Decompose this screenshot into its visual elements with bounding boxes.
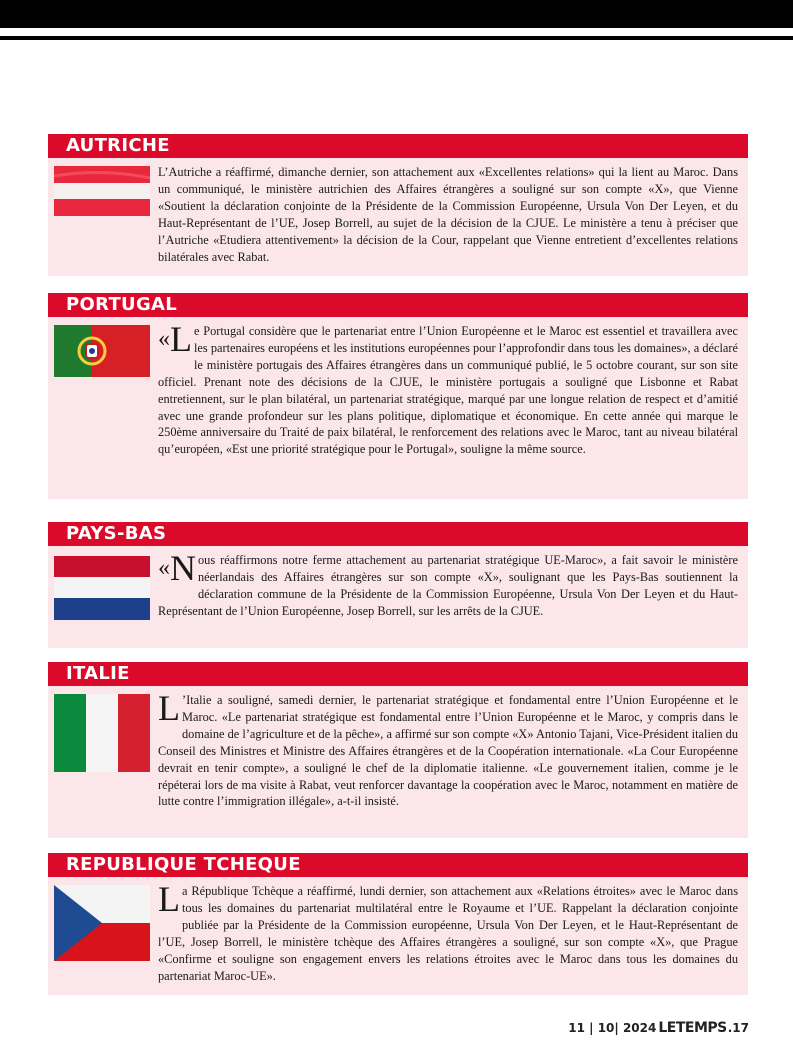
section-pays-bas (48, 522, 748, 648)
netherlands-flag-icon (54, 556, 150, 620)
section-autriche (48, 134, 748, 276)
section-text-block (158, 319, 738, 458)
le-temps-logo: LETEMPS (658, 1020, 727, 1036)
section-text: a République Tchèque a réaffirmé, lundi dernier, son attachement aux «Relations étroites» avec le Maroc dans tous les domaines du partenariat multilatéral entre le Royaume et l’UE. Rappelant la déclaration conjointe publiée par la Présidente de la Commission européenne, Ursula Von Der Leyen, et le Haut-Représentant de l’UE, Josep Borrell, le ministère tchèque des Affaires étrangères a souligné, sur son compte «X», que Prague «Confirme et souligne son engagement envers les relations étroites avec le Maroc dans tous les domaines du partenariat Maroc-UE». (158, 884, 738, 983)
italy-flag-icon (54, 694, 150, 772)
section-text: e Portugal considère que le partenariat entre l’Union Européenne et le Maroc est essentiel et travaillera avec les partenaires européens et les institutions européennes pour l’approfondir dans tous les domaines», a déclaré le ministère portugais des Affaires étrangères dans un communiqué publié, le 5 octobre courant, sur son site officiel. Prenant note des décisions de la CJUE, le ministère portugais a souligné que Lisbonne et Rabat entretiennent, sur le plan bilatéral, un partenariat stratégique, marqué par une longue relation de respect et d’amitié avec une grande profondeur sur les plans politique, diplomatique et économique. En cette année qui marque le 250ème anniversaire du Traité de paix bilatéral, le renforcement des relations avec le Maroc, tant au niveau bilatéral qu’européen, «Est une priorité stratégique pour le Portugal», souligne la même source. (158, 324, 738, 457)
section-italie (48, 662, 748, 838)
section-text: ous réaffirmons notre ferme attachement au partenariat stratégique UE-Maroc», a fait savoir le ministère néerlandais des Affaires étrangères sur son compte «X», soulignant que les Pays-Bas soutiennent la déclaration commune de la Présidente de la Commission Européenne, Ursula Von Der Leyen et du Haut-Représentant de l’Union Européenne, Josep Borrell, sur les arrêts de la CJUE. (158, 553, 738, 618)
section-text: L’Autriche a réaffirmé, dimanche dernier, son attachement aux «Excellentes relations» qui la lient au Maroc. Dans un communiqué, le ministère autrichien des Affaires étrangères a souligné sur son compte «X», que Vienne «Soutient la déclaration conjointe de la Présidente de la Commission Européenne, Ursula Von Der Leyen, et du Haut-Représentant de l’UE, Josep Borrell, au sujet de la décision de la CJUE. Le ministère a tenu à préciser que l’Autriche «Etudiera attentivement» la décision de la Cour, rappelant que Vienne entretient d’excellentes relations bilatérales avec Rabat. (158, 165, 738, 264)
section-title: PORTUGAL (48, 293, 748, 317)
section-text-block (158, 548, 738, 620)
footer-date: 11 | 10| 2024 (568, 1021, 657, 1035)
page-number: .17 (727, 1021, 749, 1035)
section-text-block (158, 879, 738, 984)
section-text: ’Italie a souligné, samedi dernier, le partenariat stratégique et fondamental entre l’Union Européenne et le Maroc. «Le partenariat stratégique est fondamental entre l’Union Européenne et le Maroc, y compris dans le domaine de l’agriculture et de la pêche», a affirmé sur son compte «X» Antonio Tajani, Vice-Président italien du Conseil des Ministres et Ministre des Affaires étrangères et de la Coopération internationale. «La Cour Européenne devrait en tenir compte», a souligné le chef de la diplomatie italienne. «Le gouvernement italien, comme je le répéterai lors de ma visite à Rabat, veut renforcer davantage la coopération avec le Maroc, notamment en matière de lutte contre l’immigration illégale», a-t-il insisté. (158, 693, 738, 809)
top-rule (0, 36, 793, 40)
section-title: PAYS-BAS (48, 522, 748, 546)
page-footer (568, 1020, 749, 1036)
section-portugal (48, 293, 748, 499)
section-title: ITALIE (48, 662, 748, 686)
dropcap: «L (158, 319, 192, 359)
section-title: AUTRICHE (48, 134, 748, 158)
portugal-flag-icon (54, 325, 150, 377)
austria-flag-icon (54, 166, 150, 216)
section-text-block (158, 688, 738, 810)
section-body (48, 317, 748, 499)
czech-flag-icon (54, 885, 150, 961)
section-body (48, 158, 748, 276)
section-title: REPUBLIQUE TCHEQUE (48, 853, 748, 877)
section-body (48, 686, 748, 838)
section-body (48, 546, 748, 648)
dropcap: «N (158, 548, 196, 588)
section-republique-tcheque (48, 853, 748, 995)
top-black-bar (0, 0, 793, 28)
dropcap: L (158, 879, 180, 919)
dropcap: L (158, 688, 180, 728)
section-body (48, 877, 748, 995)
